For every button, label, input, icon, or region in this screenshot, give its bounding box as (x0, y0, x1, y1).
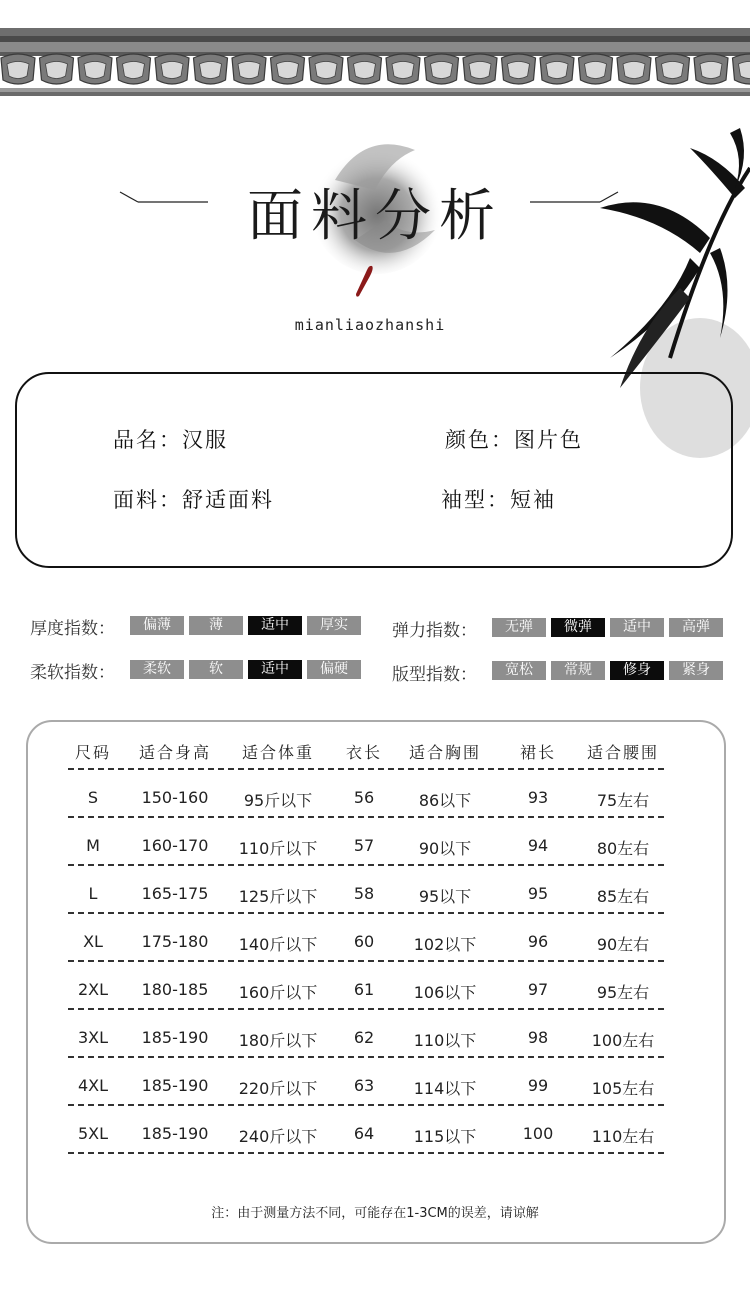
softness-option: 软 (189, 660, 243, 679)
size-table-cell: 175-180 (141, 932, 209, 951)
thickness-option: 薄 (189, 616, 243, 635)
size-table-cell: S (87, 788, 99, 807)
size-table-cell: 95左右 (596, 983, 650, 1002)
size-table-cell: 5XL (77, 1124, 109, 1143)
size-table-cell: 100 (522, 1124, 554, 1143)
size-table-cell: 2XL (77, 980, 109, 999)
size-table-cell: 99 (527, 1076, 549, 1095)
size-table-cell: M (86, 836, 100, 855)
size-table-divider (68, 1056, 664, 1058)
size-table-divider (68, 816, 664, 818)
size-table-cell: 3XL (77, 1028, 109, 1047)
size-table-divider (68, 912, 664, 914)
product-color-label: 颜色： (445, 428, 514, 452)
size-table-cell: 94 (527, 836, 549, 855)
thickness-option: 偏薄 (130, 616, 184, 635)
size-table-cell: 160-170 (141, 836, 209, 855)
elasticity-option: 高弹 (669, 618, 723, 637)
size-table-cell: 80左右 (596, 839, 650, 858)
roof-tile-border (0, 28, 750, 100)
size-table-cell: 165-175 (141, 884, 209, 903)
product-sleeve-value: 短袖 (510, 488, 556, 512)
size-table-cell: 185-190 (141, 1028, 209, 1047)
size-table-cell: L (88, 884, 98, 903)
size-table-divider (68, 1104, 664, 1106)
size-table-cell: 75左右 (596, 791, 650, 810)
size-table-cell: 90左右 (596, 935, 650, 954)
size-table-divider (68, 1008, 664, 1010)
size-table-cell: 180-185 (141, 980, 209, 999)
size-table-cell: 97 (527, 980, 549, 999)
size-table-divider (68, 960, 664, 962)
size-table-cell: 90以下 (418, 839, 472, 858)
product-name-label: 品名： (113, 428, 182, 452)
fit-option: 常规 (551, 661, 605, 680)
size-table-cell: 4XL (77, 1076, 109, 1095)
measurement-note: 注：由于测量方法不同，可能存在1-3CM的误差，请谅解 (211, 1206, 539, 1221)
softness-index-label: 柔软指数： (30, 663, 115, 683)
size-table-cell: 106以下 (413, 983, 477, 1002)
product-color-row (445, 424, 583, 454)
size-table-cell: 58 (353, 884, 375, 903)
size-table-cell: 61 (353, 980, 375, 999)
size-table-cell: 95 (527, 884, 549, 903)
size-table-cell: 240斤以下 (238, 1127, 318, 1146)
size-table-divider (68, 864, 664, 866)
page-subtitle: mianliaozhanshi (294, 316, 446, 334)
size-table-cell: 110以下 (413, 1031, 477, 1050)
size-table-cell: 220斤以下 (238, 1079, 318, 1098)
size-table-cell: 110斤以下 (238, 839, 318, 858)
size-table-cell: 140斤以下 (238, 935, 318, 954)
elasticity-option: 适中 (610, 618, 664, 637)
elasticity-index-label: 弹力指数： (392, 621, 477, 641)
fit-option: 宽松 (492, 661, 546, 680)
size-table-cell: 185-190 (141, 1124, 209, 1143)
product-sleeve-row (441, 484, 556, 514)
elasticity-option: 无弹 (492, 618, 546, 637)
size-table-cell: 185-190 (141, 1076, 209, 1095)
size-table-cell: 100左右 (591, 1031, 655, 1050)
fit-index-label: 版型指数： (392, 665, 477, 685)
product-fabric-row (113, 484, 274, 514)
size-table-header: 裙长 (519, 743, 556, 762)
thickness-index-label: 厚度指数： (30, 619, 115, 639)
size-table-cell: 64 (353, 1124, 375, 1143)
page-title: 面料分析 (247, 184, 503, 249)
size-table-cell: 98 (527, 1028, 549, 1047)
size-table-cell: 115以下 (413, 1127, 477, 1146)
fit-option: 紧身 (669, 661, 723, 680)
size-table-header: 适合体重 (241, 743, 314, 762)
elasticity-option: 微弹 (551, 618, 605, 637)
thickness-option: 厚实 (307, 616, 361, 635)
size-table-cell: 114以下 (413, 1079, 477, 1098)
product-color-value: 图片色 (514, 428, 583, 452)
size-table-cell: 180斤以下 (238, 1031, 318, 1050)
size-table-cell: 57 (353, 836, 375, 855)
size-table-divider (68, 768, 664, 770)
size-table-header: 适合腰围 (586, 743, 659, 762)
size-table-cell: 95以下 (418, 887, 472, 906)
product-info-box (15, 372, 733, 568)
size-table-cell: 110左右 (591, 1127, 655, 1146)
product-sleeve-label: 袖型： (441, 488, 510, 512)
size-table-cell: 96 (527, 932, 549, 951)
softness-option: 偏硬 (307, 660, 361, 679)
size-table-cell: 62 (353, 1028, 375, 1047)
size-table-divider (68, 1152, 664, 1154)
size-table-cell: 56 (353, 788, 375, 807)
size-table-cell: 60 (353, 932, 375, 951)
size-table-cell: 93 (527, 788, 549, 807)
softness-option: 适中 (248, 660, 302, 679)
size-table-header: 适合身高 (138, 743, 211, 762)
size-table-header: 适合胸围 (408, 743, 481, 762)
size-table-cell: 160斤以下 (238, 983, 318, 1002)
fit-option: 修身 (610, 661, 664, 680)
size-table-cell: 150-160 (141, 788, 209, 807)
size-table-header: 尺码 (74, 743, 111, 762)
size-table-cell: 102以下 (413, 935, 477, 954)
product-fabric-value: 舒适面料 (182, 488, 274, 512)
size-table-cell: XL (83, 932, 103, 951)
size-table-cell: 85左右 (596, 887, 650, 906)
product-name-value: 汉服 (182, 428, 228, 452)
size-table-cell: 63 (353, 1076, 375, 1095)
product-fabric-label: 面料： (113, 488, 182, 512)
red-brush-stroke (352, 264, 378, 300)
size-table-cell: 95斤以下 (243, 791, 313, 810)
size-table-header: 衣长 (345, 743, 382, 762)
softness-option: 柔软 (130, 660, 184, 679)
product-name-row (113, 424, 228, 454)
thickness-option: 适中 (248, 616, 302, 635)
size-table-cell: 125斤以下 (238, 887, 318, 906)
size-table-cell: 86以下 (418, 791, 472, 810)
size-table-cell: 105左右 (591, 1079, 655, 1098)
